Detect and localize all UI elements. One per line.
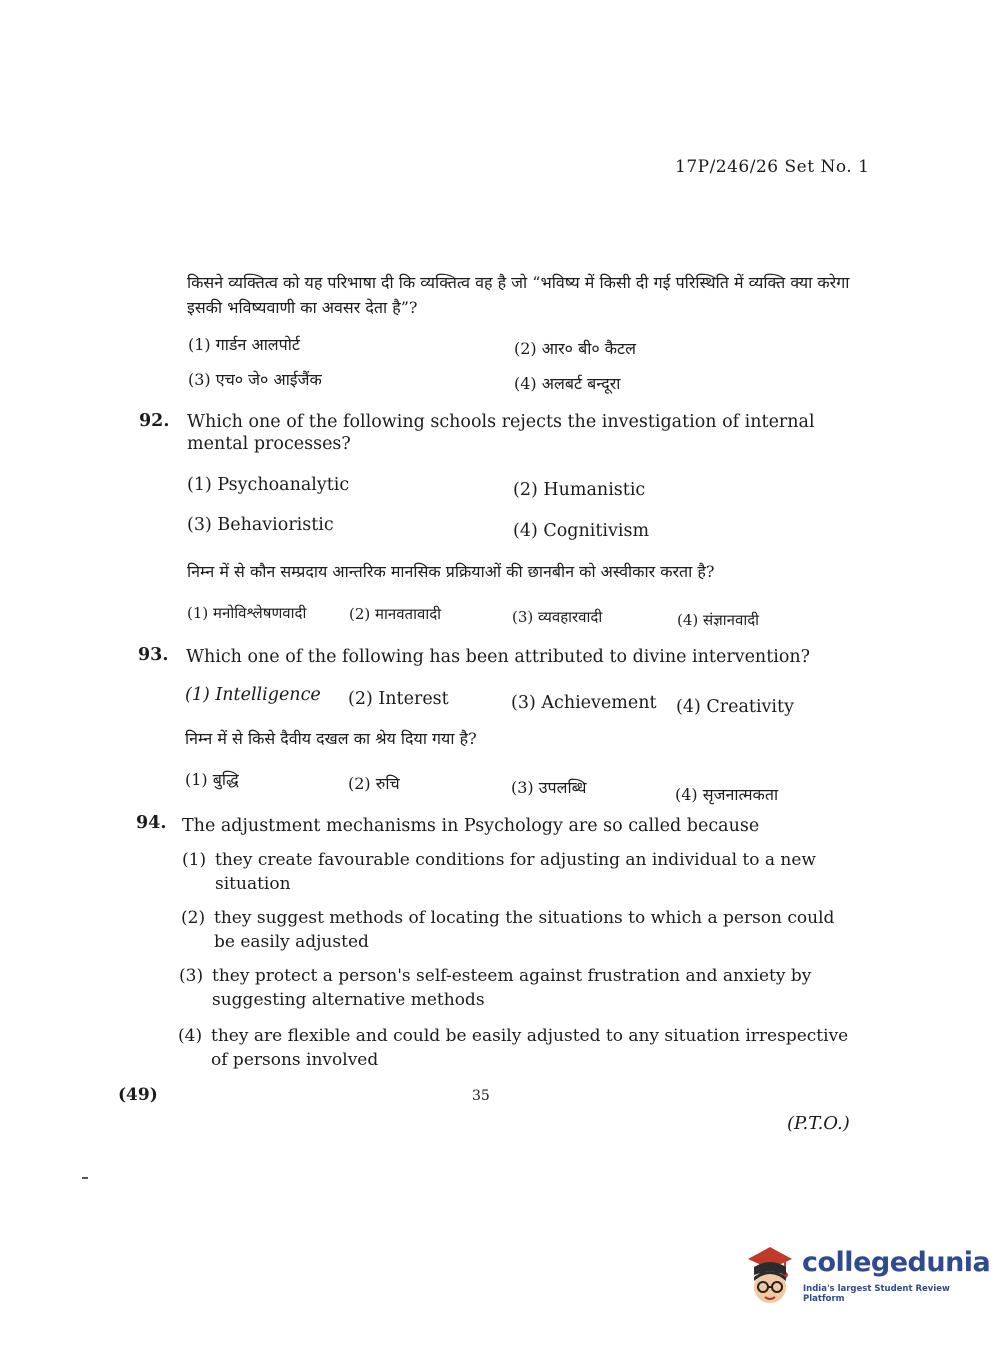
option-text: रुचि [375, 774, 400, 793]
option-number: (2) [348, 689, 373, 709]
option-text: Psychoanalytic [217, 475, 350, 495]
option-number: (3) [511, 778, 534, 797]
option-number: (1) [187, 475, 212, 495]
option-text: एच० जे० आईजैंक [215, 370, 322, 389]
option-number: (3) [187, 515, 212, 535]
booklet-code: (49) [118, 1085, 158, 1105]
q94-question: The adjustment mechanisms in Psychology are so called because [182, 816, 760, 836]
option-text: they protect a person's self-esteem against frustration and anxiety by suggesting alternative methods [212, 966, 812, 1010]
q91-option-4 [514, 372, 620, 394]
option-number: (1) [187, 604, 209, 622]
q93-hindi-option-3 [511, 776, 586, 798]
q92-hindi-option-2 [349, 604, 441, 624]
option-text: they are flexible and could be easily adjusted to any situation irrespective of persons involved [211, 1026, 849, 1070]
q92-option-2 [513, 480, 645, 500]
option-number: (3) [179, 966, 204, 986]
q94-number: 94. [136, 813, 167, 833]
option-number: (2) [514, 339, 537, 358]
option-text: आर० बी० कैटल [541, 339, 636, 358]
q94-option-4 [178, 1024, 854, 1072]
pto-note: (P.T.O.) [787, 1113, 850, 1134]
option-number: (1) [185, 685, 210, 705]
option-number: (1) [182, 850, 207, 870]
q93-hindi-option-1 [185, 768, 239, 790]
option-number: (2) [513, 480, 538, 500]
option-number: (4) [178, 1026, 203, 1046]
option-text: अलबर्ट बन्दूरा [541, 374, 621, 393]
option-number: (2) [348, 774, 371, 793]
option-text: Behavioristic [217, 515, 334, 535]
q94-option-3 [179, 964, 855, 1012]
option-number: (4) [676, 697, 701, 717]
q91-option-3 [188, 368, 322, 390]
option-text: मानवतावादी [375, 605, 442, 623]
q94-option-2 [181, 906, 857, 954]
q93-hindi-option-4 [675, 783, 778, 805]
option-number: (4) [514, 374, 537, 393]
q92-hindi-option-3 [512, 607, 602, 627]
q92-number: 92. [139, 411, 170, 431]
set-number: 17P/246/26 Set No. 1 [675, 157, 870, 177]
option-number: (3) [512, 608, 534, 626]
q91-option-1 [188, 333, 300, 355]
option-number: (2) [181, 908, 206, 928]
option-text: they suggest methods of locating the situations to which a person could be easily adjusted [214, 908, 835, 952]
option-text: गार्डन आलपोर्ट [215, 335, 300, 354]
q92-hindi-option-4 [677, 610, 759, 630]
q92-question: Which one of the following schools rejects the investigation of internal mental processes? [187, 412, 815, 454]
brand-name: collegedunia [802, 1247, 991, 1278]
collegedunia-watermark [740, 1245, 991, 1315]
page-number: 35 [472, 1088, 490, 1104]
q93-option-3 [511, 693, 657, 713]
option-number: (1) [188, 335, 211, 354]
option-text: मनोविश्लेषणवादी [213, 604, 307, 622]
option-number: (1) [185, 770, 208, 789]
option-text: Cognitivism [543, 521, 650, 541]
scan-mark [82, 1177, 88, 1179]
q92-option-4 [513, 521, 649, 541]
option-number: (3) [188, 370, 211, 389]
option-number: (4) [677, 611, 699, 629]
brand-tagline: India's largest Student Review Platform [803, 1284, 950, 1304]
option-number: (4) [675, 785, 698, 804]
q93-option-4 [676, 697, 794, 717]
q91-option-2 [514, 337, 636, 359]
option-number: (3) [511, 693, 536, 713]
option-number: (4) [513, 521, 538, 541]
option-text: Creativity [706, 697, 794, 717]
q93-hindi-option-2 [348, 772, 400, 794]
q94-option-1 [182, 848, 858, 896]
q92-option-1 [187, 475, 349, 495]
option-text: बुद्धि [212, 770, 239, 789]
option-text: Humanistic [543, 480, 646, 500]
q92-hindi-question: निम्न में से कौन सम्प्रदाय आन्तरिक मानसिक प्रक्रियाओं की छानबीन को अस्वीकार करता है? [187, 562, 715, 581]
q93-option-1 [185, 685, 321, 705]
q92-option-3 [187, 515, 334, 535]
option-text: संज्ञानवादी [703, 611, 760, 629]
mascot-icon [740, 1245, 800, 1311]
option-text: सृजनात्मकता [702, 785, 779, 804]
q91-hindi-question: किसने व्यक्तित्व को यह परिभाषा दी कि व्यक्तित्व वह है जो “भविष्य में किसी दी गई परिस्थिति में व्यक्ति क्या करेगा इसकी भविष्यवाणी का अवसर देता है”? [187, 273, 850, 317]
option-text: they create favourable conditions for adjusting an individual to a new situation [215, 850, 816, 894]
option-text: व्यवहारवादी [538, 608, 603, 626]
q93-question: Which one of the following has been attributed to divine intervention? [186, 647, 811, 667]
q93-hindi-question: निम्न में से किसे दैवीय दखल का श्रेय दिया गया है? [185, 729, 477, 748]
option-text: Achievement [541, 693, 657, 713]
option-text: उपलब्धि [538, 778, 587, 797]
q92-hindi-option-1 [187, 603, 306, 623]
option-number: (2) [349, 605, 371, 623]
option-text: Interest [378, 689, 449, 709]
q93-number: 93. [138, 645, 169, 665]
option-text: Intelligence [215, 685, 321, 705]
q93-option-2 [348, 689, 449, 709]
